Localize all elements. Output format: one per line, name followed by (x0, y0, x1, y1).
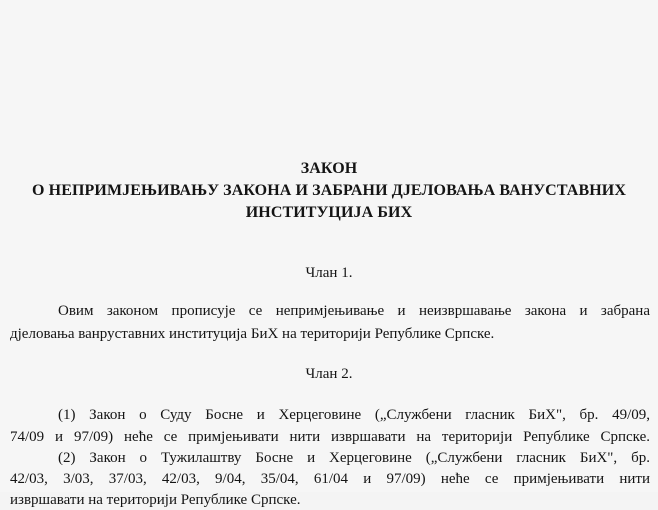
article-2-paragraph-2-line-2: 42/03, 3/03, 37/03, 42/03, 9/04, 35/04, 61/04 и 97/09) неће се примјењивати нити (10, 471, 650, 487)
law-title: ЗАКОН (300, 160, 358, 177)
article-1-heading: Члан 1. (305, 265, 353, 281)
article-1-paragraph-line-1: Овим законом прописује се непримјењивање и неизвршавање закона и забрана (58, 303, 650, 319)
article-1-paragraph-line-2: дјеловања ванруставних институција БиХ на територији Републике Српске. (10, 326, 495, 342)
article-2-paragraph-1-line-1: (1) Закон о Суду Босне и Херцеговине („Службени гласник БиХ", бр. 49/09, (58, 407, 650, 423)
law-subtitle-line-1: О НЕПРИМЈЕЊИВАЊУ ЗАКОНА И ЗАБРАНИ ДЈЕЛОВАЊА ВАНУСТАВНИХ (32, 182, 626, 199)
article-2-heading: Члан 2. (305, 366, 353, 382)
article-2-paragraph-2-line-3: извршавати на територији Републике Српске. (10, 492, 301, 508)
article-2-paragraph-1-line-2: 74/09 и 97/09) неће се примјењивати нити извршавати на територији Републике Српске. (10, 429, 650, 445)
article-2-paragraph-2-line-1: (2) Закон о Тужилаштву Босне и Херцеговине („Службени гласник БиХ", бр. (58, 450, 650, 466)
law-subtitle-line-2: ИНСТИТУЦИЈА БИХ (245, 204, 413, 221)
